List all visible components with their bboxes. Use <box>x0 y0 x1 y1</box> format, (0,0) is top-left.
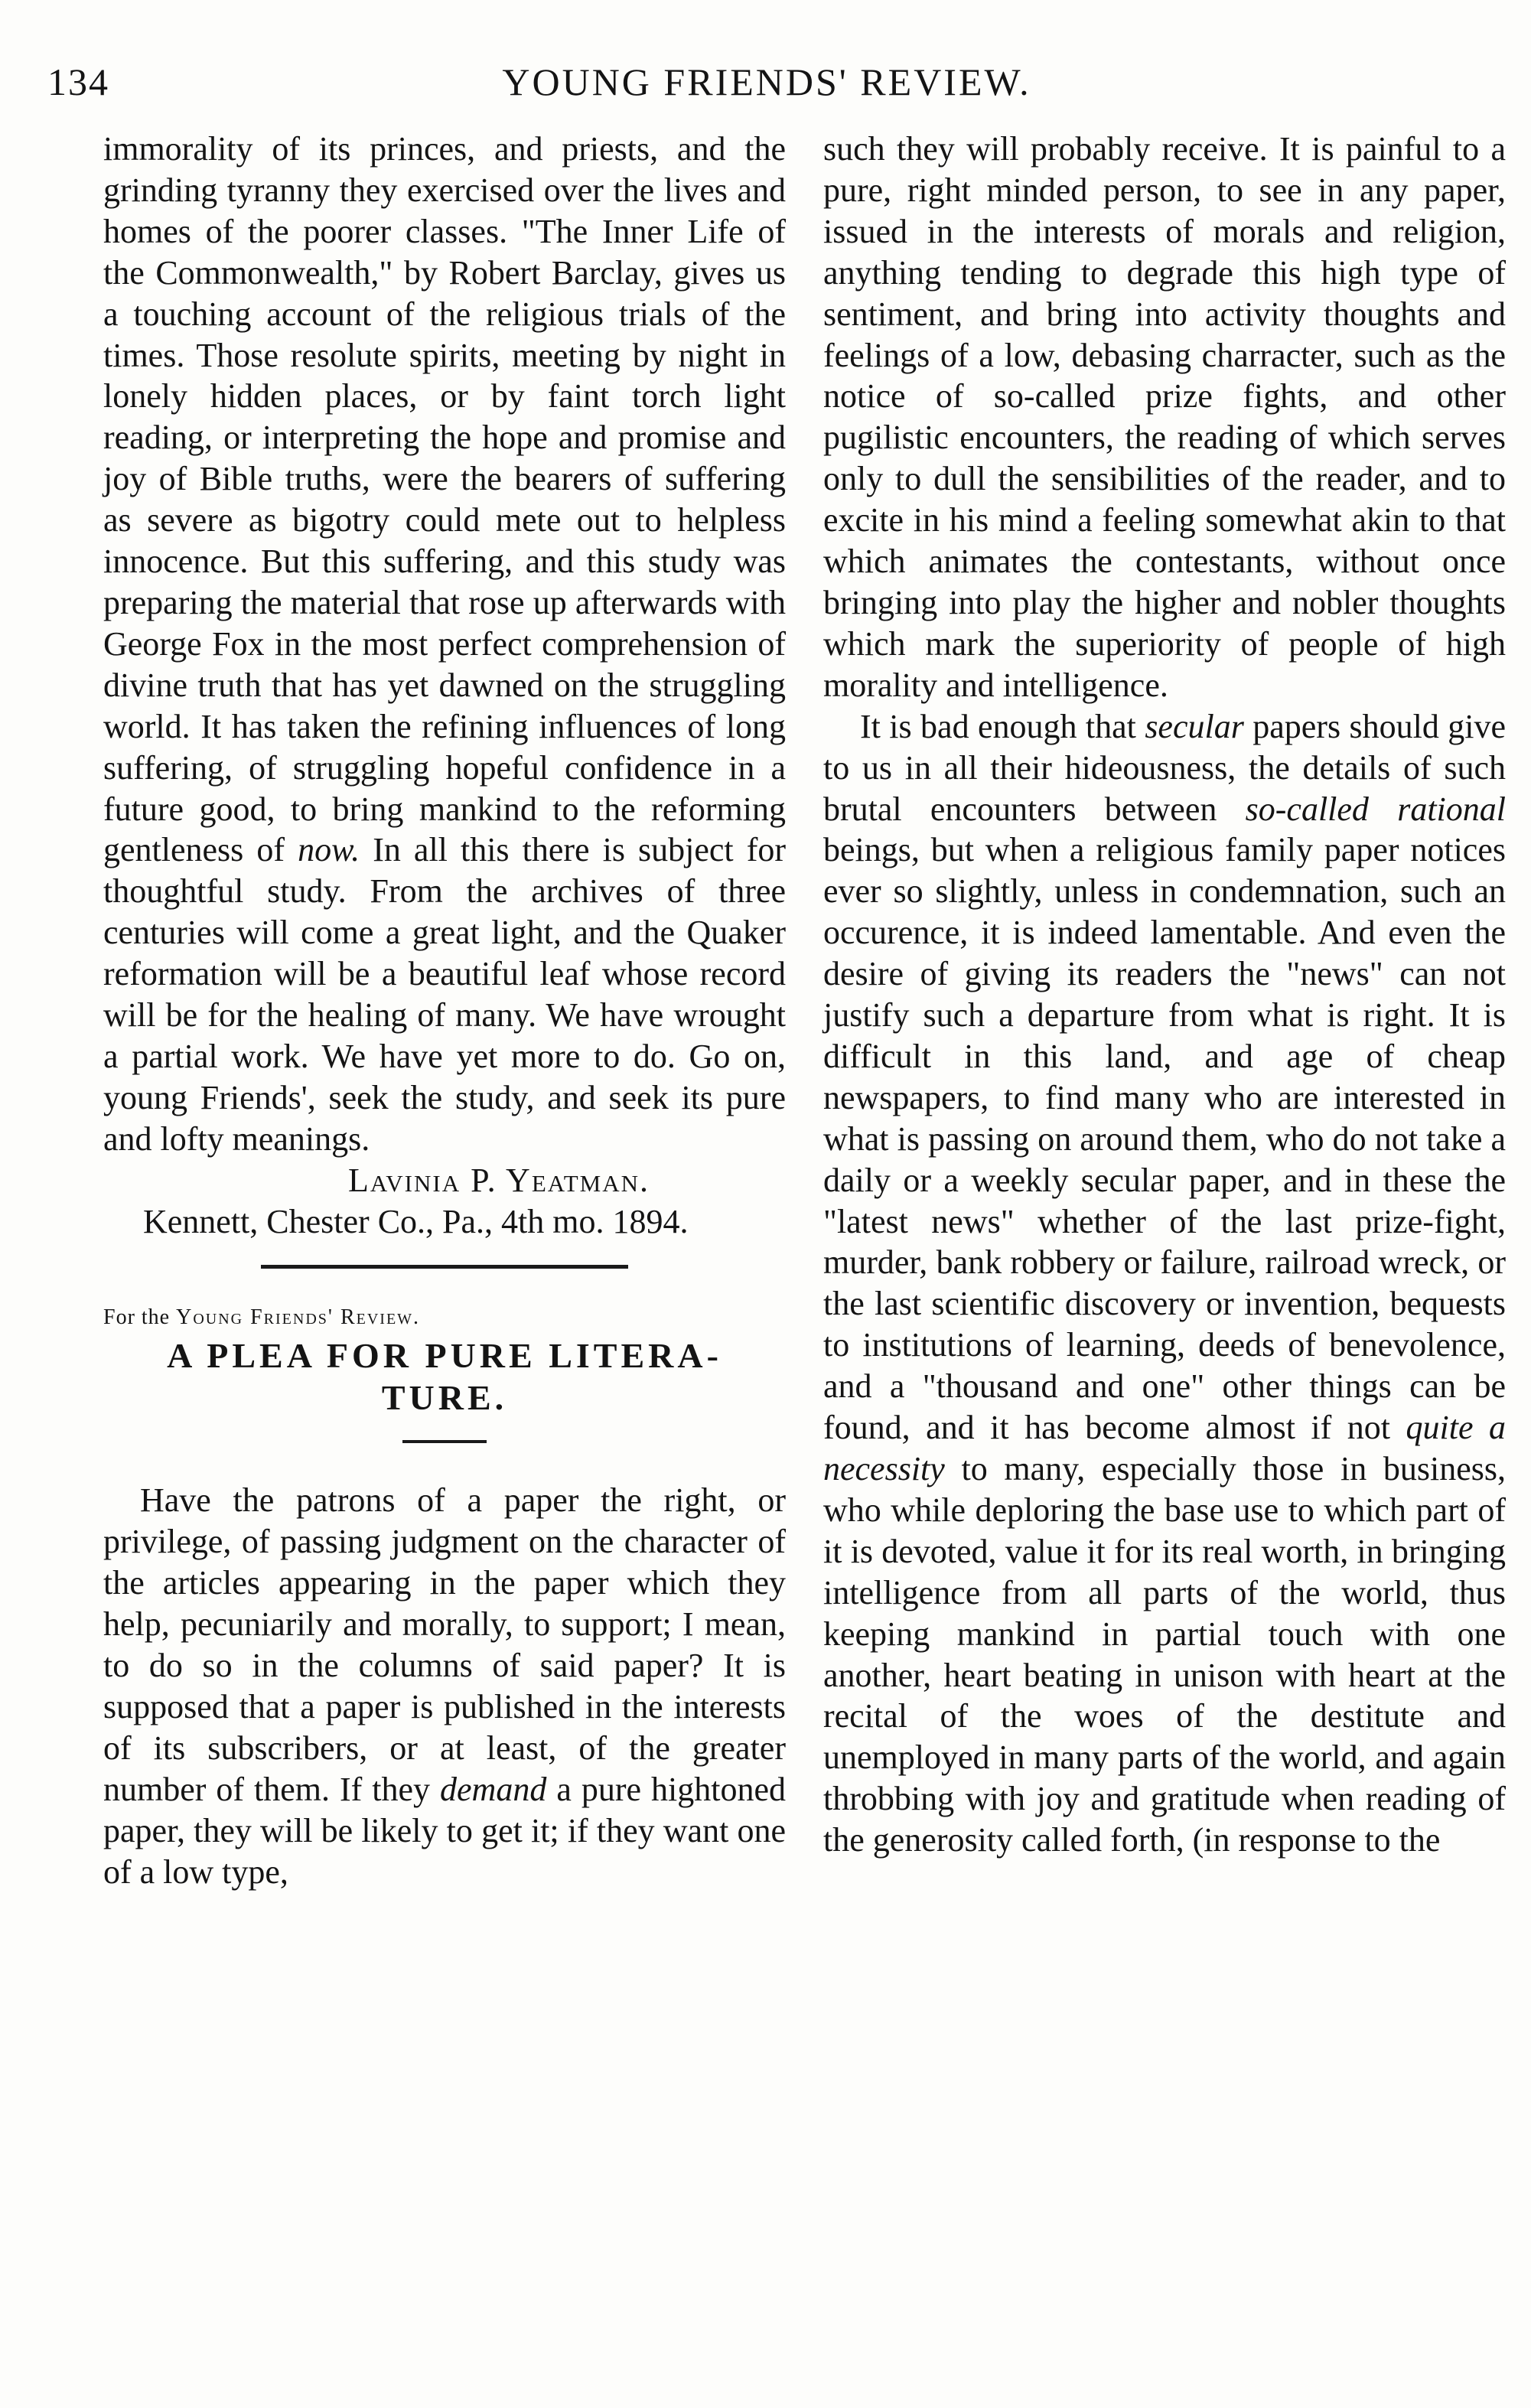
article-title-line: TURE. <box>381 1378 508 1418</box>
italic-text: secular <box>1145 707 1244 745</box>
article-source <box>103 1301 786 1334</box>
article-title-line: A PLEA FOR PURE LITERA- <box>167 1336 722 1376</box>
italic-text: demand <box>440 1770 547 1808</box>
author-signature: Lavinia P. Yeatman. <box>348 1161 650 1199</box>
paragraph-text: papers should give to us in all their hideousness, the details of such brutal encounters between <box>823 707 1507 828</box>
article-paragraph: such they will probably receive. It is painful to a pure, right minded person, to see in any paper, issued in the interests of morals and religion, anything tending to degrade this high type of sentiment, and bring into activity thoughts and feelings of a low, debasing charracter, such as the notice of so-called prize fights, and other pugilistic encounters, the reading of which serves only to dull the sensibilities of the reader, and to excite in his mind a feeling somewhat akin to that which animates the contestants, without once bringing into play the higher and nobler thoughts which mark the superiority of people of high morality and intelligence. <box>823 130 1506 704</box>
paragraph-text: immorality of its princes, and priests, and the grinding tyranny they exercised over the lives and homes of the poorer classes. "The Inner Life of the Commonwealth," by Robert Barclay, gives us a touching account of the religious trials of the times. Those resolute spirits, meeting by night in lonely hidden places, or by faint torch light reading, or interpreting the hope and promise and joy of Bible truths, were the bearers of suffering as severe as bigotry could mete out to helpless innocence. But this suffering, and this study was preparing the material that rose up afterwards with George Fox in the most perfect comprehension of divine truth that has yet dawned on the struggling world. It has taken the refining influences of long suffering, of struggling hopeful confidence in a future good, to bring mankind to the reforming gentleness of <box>103 130 786 869</box>
paragraph-text: to many, especially those in business, who while deploring the base use to which part of it is devoted, value it for its real worth, in bringing intelligence from all parts of the world, thus keeping mankind in partial touch with one another, heart beating in unison with heart at the recital of the woes of the destitute and unemployed in many parts of the world, and again throbbing with joy and gratitude when reading of the generosity called forth, (in response to the <box>823 1450 1506 1859</box>
article-title <box>103 1334 786 1419</box>
title-divider <box>402 1440 487 1443</box>
page-header <box>47 55 1486 109</box>
right-column <box>823 129 1506 1861</box>
source-prefix: For the <box>103 1305 177 1330</box>
left-column <box>103 129 786 1893</box>
paragraph-text: Have the patrons of a paper the right, or privilege, of passing judgment on the character of the articles appearing in the paper which they help, pecuniarily and morally, to support; I mean, to do so in the columns of said paper? It is supposed that a paper is published in the interests of its subscribers, or at least, of the greater number of them. If they <box>103 1481 786 1808</box>
italic-text: quite a necessity <box>823 1409 1506 1487</box>
article-paragraph <box>103 1480 786 1892</box>
paragraph-text: a pure hightoned paper, they will be likely to get it; if they want one of a low type, <box>103 1770 786 1891</box>
section-divider <box>261 1265 628 1269</box>
running-title: YOUNG FRIENDS' REVIEW. <box>502 60 1031 103</box>
paragraph-text: beings, but when a religious family paper notices ever so slightly, unless in condemnation, such an occurence, it is indeed lamentable. And even the desire of giving its readers the "news" can not justify such a departure from what is right. It is difficult in this land, and age of cheap newspapers, to find many who are interested in what is passing on around them, who do not take a daily or a weekly secular paper, and in these the "latest news" whether of the last prize-fight, murder, bank robbery or failure, railroad wreck, or the last scientific discovery or invention, bequests to institutions of learning, deeds of benevolence, and a "thousand and one" other things can be found, and it has become almost if not <box>823 831 1506 1447</box>
page-number: 134 <box>47 60 109 103</box>
dateline: Kennett, Chester Co., Pa., 4th mo. 1894. <box>143 1202 689 1240</box>
italic-text: so-called rational <box>1245 790 1506 828</box>
paragraph-text: In all this there is subject for thoughtful study. From the archives of three centuries will come a great light, and the Quaker reformation will be a beautiful leaf whose record will be for the healing of many. We have wrought a partial work. We have yet more to do. Go on, young Friends', seek the study, and seek its pure and lofty meanings. <box>103 831 787 1158</box>
source-name: Young Friends' Review. <box>176 1305 421 1330</box>
italic-text: now. <box>298 831 360 869</box>
paragraph-text: It is bad enough that <box>860 707 1145 745</box>
paragraph-continued <box>103 129 786 1160</box>
article-paragraph <box>823 706 1506 1861</box>
